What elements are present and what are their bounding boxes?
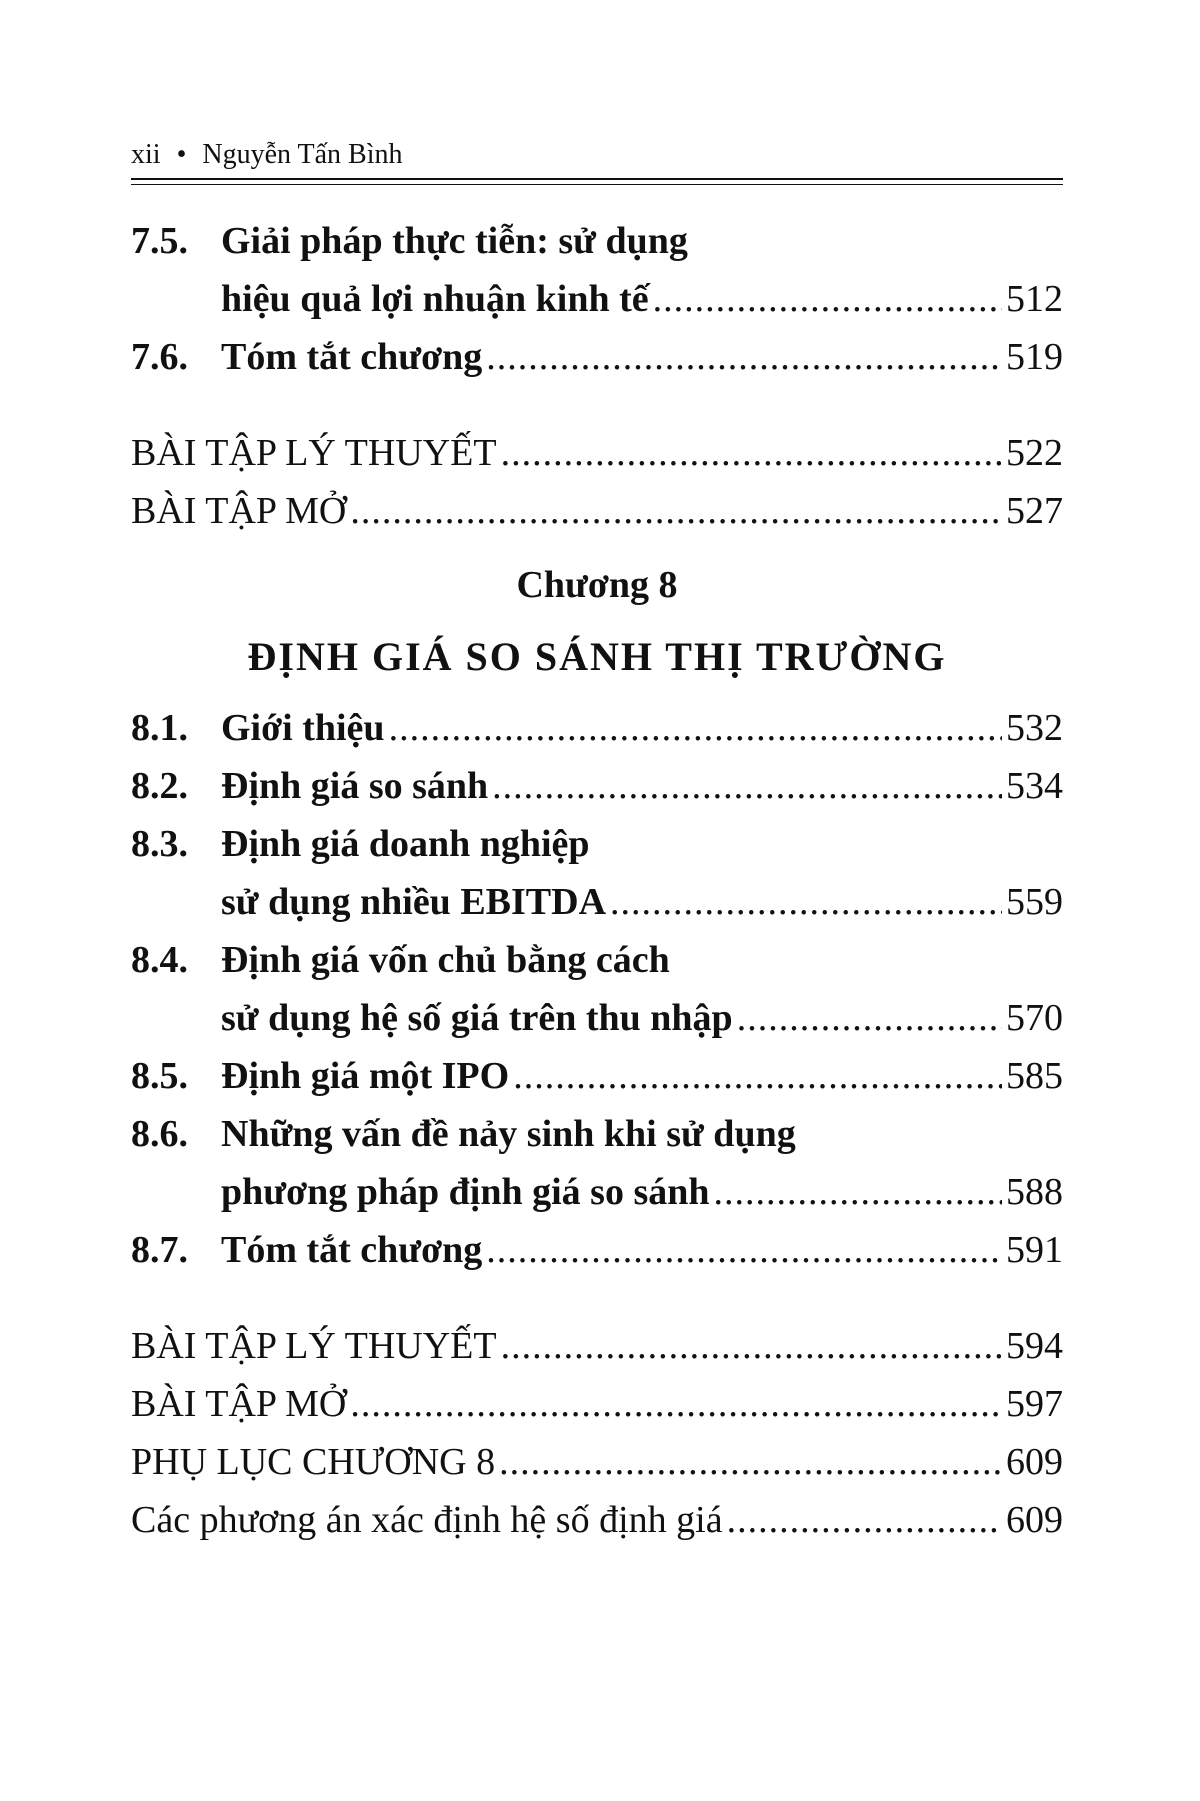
page-number: 594 <box>1006 1325 1063 1367</box>
section-number: 8.5. <box>131 1055 188 1097</box>
toc-entry-8-5[interactable] <box>131 1051 1063 1101</box>
dot-leader <box>350 486 1002 536</box>
page-number: 534 <box>1006 765 1063 807</box>
toc-entry-8-3-line2[interactable] <box>131 877 1063 927</box>
section-number: 7.5. <box>131 220 188 262</box>
dot-leader <box>486 1225 1002 1275</box>
page-number: 570 <box>1006 997 1063 1039</box>
toc-entry-8-6-line1[interactable] <box>131 1109 1063 1159</box>
section-number: 8.2. <box>131 765 188 807</box>
dot-leader <box>653 274 1002 324</box>
dot-leader <box>389 703 1002 753</box>
toc-entry-8-7[interactable] <box>131 1225 1063 1275</box>
section-number: 7.6. <box>131 336 188 378</box>
page-number: 512 <box>1006 278 1063 320</box>
page-number: 527 <box>1006 490 1063 532</box>
section-title: Định giá so sánh <box>221 765 489 807</box>
entry-title: PHỤ LỤC CHƯƠNG 8 <box>131 1441 496 1483</box>
header-separator: • <box>176 139 187 170</box>
dot-leader <box>492 761 1002 811</box>
section-title: hiệu quả lợi nhuận kinh tế <box>221 278 649 320</box>
toc-entry-8-2[interactable] <box>131 761 1063 811</box>
page-number: 522 <box>1006 432 1063 474</box>
chapter-title: ĐỊNH GIÁ SO SÁNH THỊ TRƯỜNG <box>247 634 947 679</box>
section-title: Định giá một IPO <box>221 1055 510 1097</box>
section-number: 8.1. <box>131 707 188 749</box>
toc-entry-8-3-line1[interactable] <box>131 819 1063 869</box>
dot-leader <box>486 332 1002 382</box>
toc-entry-exercises-open-7[interactable] <box>131 486 1063 536</box>
toc-entry-8-4-line2[interactable] <box>131 993 1063 1043</box>
dot-leader <box>714 1167 1002 1217</box>
entry-title: BÀI TẬP LÝ THUYẾT <box>131 1325 497 1367</box>
section-title: sử dụng hệ số giá trên thu nhập <box>221 997 733 1039</box>
page-label: xii <box>131 139 161 170</box>
header-rule-thin <box>131 184 1063 185</box>
dot-leader <box>501 1321 1002 1371</box>
author-name: Nguyễn Tấn Bình <box>202 139 403 170</box>
dot-leader <box>501 428 1002 478</box>
section-title: Định giá vốn chủ bằng cách <box>221 939 670 981</box>
toc-entry-appendix-methods[interactable] <box>131 1495 1063 1545</box>
toc-entry-8-4-line1[interactable] <box>131 935 1063 985</box>
page-number: 519 <box>1006 336 1063 378</box>
page-number: 591 <box>1006 1229 1063 1271</box>
section-title: Những vấn đề nảy sinh khi sử dụng <box>221 1113 796 1155</box>
toc-entry-exercises-theory-7[interactable] <box>131 428 1063 478</box>
page-number: 532 <box>1006 707 1063 749</box>
toc-entry-8-1[interactable] <box>131 703 1063 753</box>
entry-title: BÀI TẬP MỞ <box>131 1383 347 1425</box>
dot-leader <box>499 1437 1002 1487</box>
header-rule-thick <box>131 178 1063 180</box>
section-number: 8.3. <box>131 823 188 865</box>
section-number: 8.4. <box>131 939 188 981</box>
section-title: phương pháp định giá so sánh <box>221 1171 710 1213</box>
page-number: 597 <box>1006 1383 1063 1425</box>
running-header <box>131 138 1063 172</box>
section-title: Định giá doanh nghiệp <box>221 823 590 865</box>
entry-title: BÀI TẬP LÝ THUYẾT <box>131 432 497 474</box>
page-number: 585 <box>1006 1055 1063 1097</box>
entry-title: Các phương án xác định hệ số định giá <box>131 1499 723 1541</box>
dot-leader <box>350 1379 1002 1429</box>
section-title: Tóm tắt chương <box>221 336 483 378</box>
dot-leader <box>513 1051 1002 1101</box>
toc-entry-appendix-8[interactable] <box>131 1437 1063 1487</box>
entry-title: BÀI TẬP MỞ <box>131 490 347 532</box>
toc-entry-exercises-theory-8[interactable] <box>131 1321 1063 1371</box>
dot-leader <box>610 877 1002 927</box>
dot-leader <box>727 1495 1002 1545</box>
section-number: 8.7. <box>131 1229 188 1271</box>
page-number: 609 <box>1006 1499 1063 1541</box>
toc-entry-7-5-line1[interactable] <box>131 216 1063 266</box>
page-number: 588 <box>1006 1171 1063 1213</box>
section-title: Giới thiệu <box>221 707 385 749</box>
section-title: Giải pháp thực tiễn: sử dụng <box>221 220 688 262</box>
section-title: Tóm tắt chương <box>221 1229 483 1271</box>
page-number: 609 <box>1006 1441 1063 1483</box>
section-title: sử dụng nhiều EBITDA <box>221 881 607 923</box>
section-number: 8.6. <box>131 1113 188 1155</box>
dot-leader <box>737 993 1002 1043</box>
page-number: 559 <box>1006 881 1063 923</box>
toc-entry-exercises-open-8[interactable] <box>131 1379 1063 1429</box>
chapter-number: Chương 8 <box>516 564 678 606</box>
toc-entry-7-5-line2[interactable] <box>131 274 1063 324</box>
toc-entry-7-6[interactable] <box>131 332 1063 382</box>
toc-entry-8-6-line2[interactable] <box>131 1167 1063 1217</box>
